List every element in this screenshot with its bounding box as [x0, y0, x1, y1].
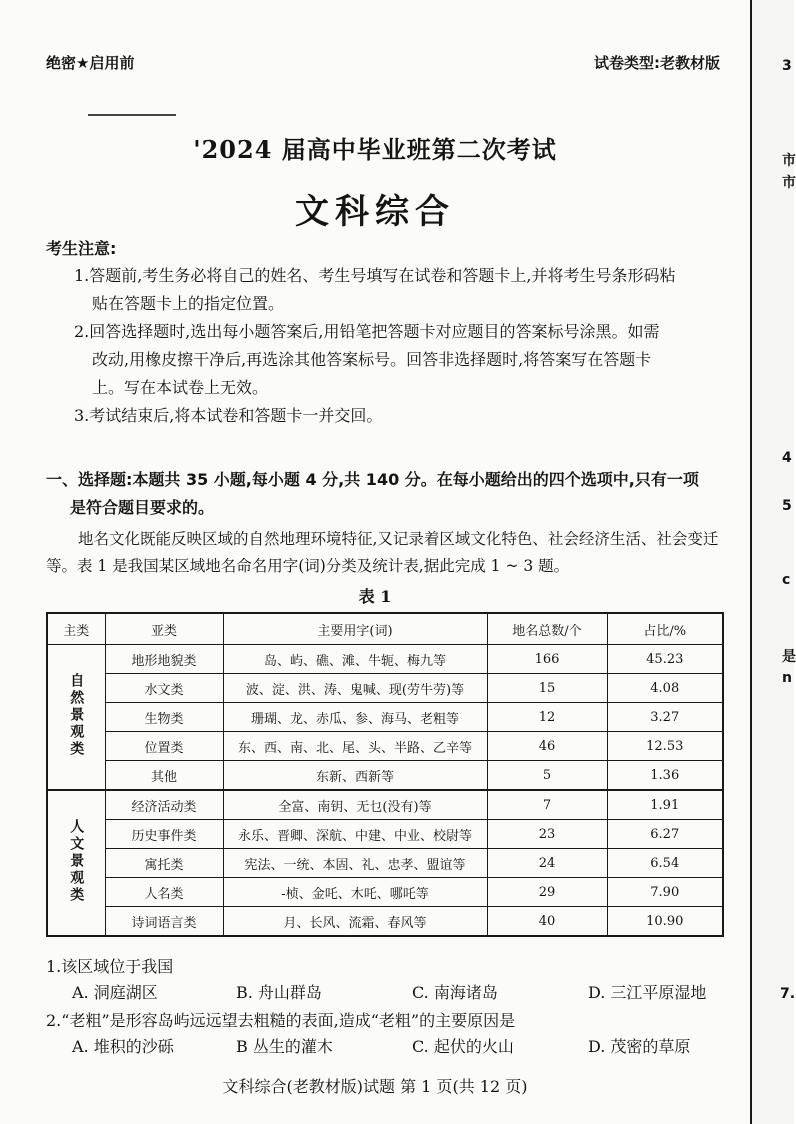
table-row — [47, 703, 723, 732]
table-row — [47, 849, 723, 878]
next-page-fragment: 市 — [782, 153, 796, 169]
next-page-fragment: 是 — [782, 649, 796, 665]
next-page-fragment: 4 — [782, 450, 792, 466]
table-row — [47, 907, 723, 937]
table-row — [47, 878, 723, 907]
question-1-option-c: C. 南海诸岛 — [412, 983, 498, 1002]
intro-paragraph: 地名文化既能反映区域的自然地理环境特征,又记录着区域文化特色、社会经济生活、社会变迁等。表 1 是我国某区域地名命名用字(词)分类及统计表,据此完成 1 ~ 3 题。 — [46, 530, 719, 575]
table-row — [47, 761, 723, 791]
sub-category-cell: 诗词语言类 — [105, 907, 223, 937]
question-2-option-d: D. 茂密的草原 — [588, 1037, 691, 1056]
words-cell: 宪法、一统、本固、礼、忠孝、盟谊等 — [223, 849, 487, 878]
subject-title: 文科综合 — [295, 192, 455, 232]
question-2-option-b: B 丛生的灌木 — [236, 1037, 333, 1056]
next-page-edge — [752, 0, 794, 1124]
sub-category-cell: 水文类 — [105, 674, 223, 703]
sub-category-cell: 历史事件类 — [105, 820, 223, 849]
main-category-cell: 人文景观类 — [47, 790, 105, 936]
count-cell: 23 — [487, 820, 607, 849]
question-1-option-a: A. 洞庭湖区 — [72, 983, 158, 1002]
next-page-fragment: 5 — [782, 498, 792, 514]
words-cell: 永乐、晋卿、深航、中建、中业、校尉等 — [223, 820, 487, 849]
table-row — [47, 674, 723, 703]
exam-title: '2024 届高中毕业班第二次考试 — [193, 135, 557, 164]
page-footer: 文科综合(老教材版)试题 第 1 页(共 12 页) — [222, 1077, 528, 1096]
main-category-cell: 自然景观类 — [47, 645, 105, 791]
percent-cell: 7.90 — [607, 878, 723, 907]
percent-cell: 4.08 — [607, 674, 723, 703]
next-page-fragment: c — [782, 572, 791, 588]
question-2-stem: 2.“老粗”是形容岛屿远远望去粗糙的表面,造成“老粗”的主要原因是 — [46, 1011, 516, 1030]
percent-cell: 45.23 — [607, 645, 723, 674]
sub-category-cell: 地形地貌类 — [105, 645, 223, 674]
count-cell: 15 — [487, 674, 607, 703]
table-header-cell: 地名总数/个 — [487, 613, 607, 645]
words-cell: 波、淀、洪、涛、鬼喊、现(劳牛劳)等 — [223, 674, 487, 703]
next-page-fragment: 市 — [782, 175, 796, 191]
table-header-cell: 主要用字(词) — [223, 613, 487, 645]
notice-item-3: 3.考试结束后,将本试卷和答题卡一并交回。 — [74, 406, 383, 425]
next-page-fragment: 7. — [780, 986, 796, 1002]
percent-cell: 1.91 — [607, 790, 723, 820]
sub-category-cell: 位置类 — [105, 732, 223, 761]
sub-category-cell: 生物类 — [105, 703, 223, 732]
words-cell: 月、长风、流霜、春风等 — [223, 907, 487, 937]
table-row — [47, 790, 723, 820]
percent-cell: 1.36 — [607, 761, 723, 791]
notice-title: 考生注意: — [46, 239, 117, 258]
place-name-table — [46, 612, 724, 937]
count-cell: 7 — [487, 790, 607, 820]
question-1-option-d: D. 三江平原湿地 — [588, 983, 707, 1002]
table-header-cell: 占比/% — [607, 613, 723, 645]
table-row — [47, 732, 723, 761]
percent-cell: 10.90 — [607, 907, 723, 937]
table-row — [47, 820, 723, 849]
section-heading: 一、选择题:本题共 35 小题,每小题 4 分,共 140 分。在每小题给出的四个选项中,只有一项 是符合题目要求的。 — [46, 470, 699, 517]
words-cell: 全富、南钥、无乜(没有)等 — [223, 790, 487, 820]
question-1-option-b: B. 舟山群岛 — [236, 983, 322, 1002]
words-cell: -桢、金吒、木吒、哪吒等 — [223, 878, 487, 907]
count-cell: 12 — [487, 703, 607, 732]
question-1-stem: 1.该区域位于我国 — [46, 957, 174, 976]
percent-cell: 12.53 — [607, 732, 723, 761]
words-cell: 珊瑚、龙、赤瓜、参、海马、老粗等 — [223, 703, 487, 732]
percent-cell: 6.27 — [607, 820, 723, 849]
words-cell: 东新、西新等 — [223, 761, 487, 791]
next-page-fragment: n — [782, 670, 792, 686]
words-cell: 岛、屿、礁、滩、牛轭、梅九等 — [223, 645, 487, 674]
table-header-cell: 亚类 — [105, 613, 223, 645]
paper-type-label: 试卷类型:老教材版 — [594, 54, 720, 72]
sub-category-cell: 寓托类 — [105, 849, 223, 878]
next-page-fragment: 3 — [782, 58, 792, 74]
sub-category-cell: 经济活动类 — [105, 790, 223, 820]
secrecy-label: 绝密★启用前 — [46, 54, 135, 72]
count-cell: 46 — [487, 732, 607, 761]
table-row — [47, 645, 723, 674]
sub-category-cell: 其他 — [105, 761, 223, 791]
question-2-option-a: A. 堆积的沙砾 — [72, 1037, 174, 1056]
count-cell: 29 — [487, 878, 607, 907]
notice-item-1: 1.答题前,考生务必将自己的姓名、考生号填写在试卷和答题卡上,并将考生号条形码粘 贴在答题卡上的指定位置。 — [74, 266, 676, 313]
percent-cell: 3.27 — [607, 703, 723, 732]
words-cell: 东、西、南、北、尾、头、半路、乙辛等 — [223, 732, 487, 761]
count-cell: 24 — [487, 849, 607, 878]
sub-category-cell: 人名类 — [105, 878, 223, 907]
scan-mark — [88, 114, 176, 116]
count-cell: 5 — [487, 761, 607, 791]
question-2-option-c: C. 起伏的火山 — [412, 1037, 514, 1056]
table-header-row — [47, 613, 723, 645]
notice-item-2: 2.回答选择题时,选出每小题答案后,用铅笔把答题卡对应题目的答案标号涂黑。如需 改动,用橡皮擦干净后,再选涂其他答案标号。回答非选择题时,将答案写在答题卡 上。写在本试卷上无效。 — [74, 322, 660, 397]
percent-cell: 6.54 — [607, 849, 723, 878]
count-cell: 166 — [487, 645, 607, 674]
count-cell: 40 — [487, 907, 607, 937]
table-header-cell: 主类 — [47, 613, 105, 645]
table-title: 表 1 — [358, 587, 392, 606]
